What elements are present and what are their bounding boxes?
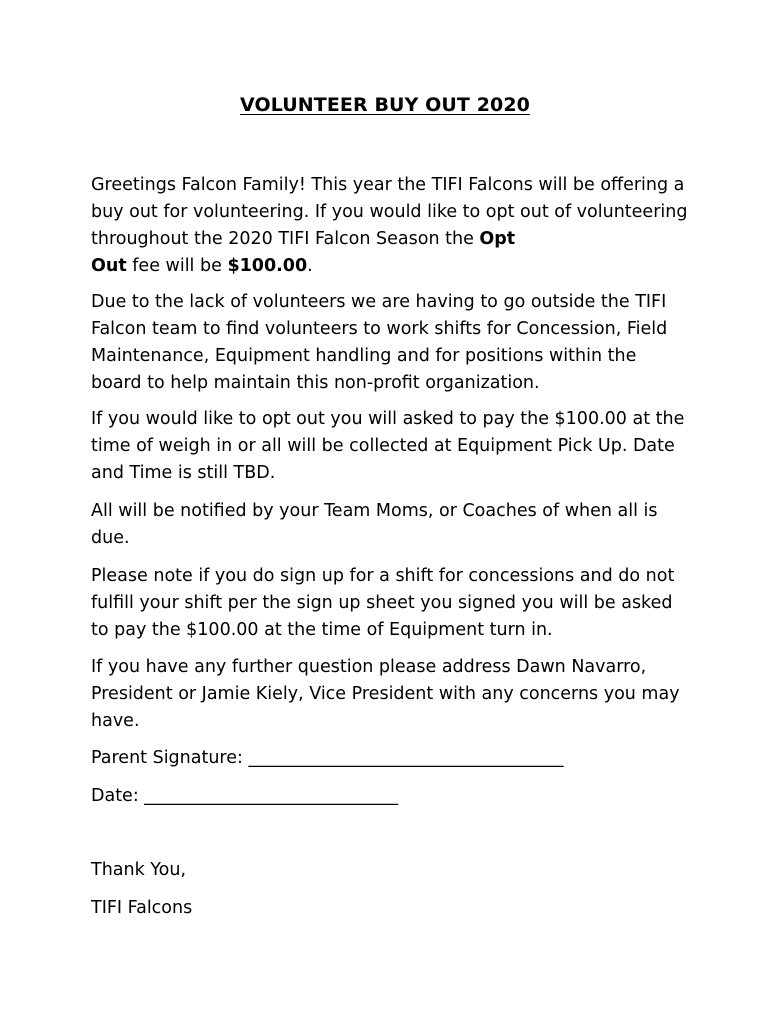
- fee-amount: $100.00: [227, 256, 308, 276]
- parent-signature-line: Parent Signature: ____________________________________: [91, 748, 564, 768]
- document-title: VOLUNTEER BUY OUT 2020: [240, 94, 530, 116]
- out-bold-text: Out: [91, 256, 127, 276]
- closing-text: Thank You,: [91, 860, 187, 880]
- intro-text-a: Greetings Falcon Family! This year the TIFI Falcons will be offering a buy out for volunteering. If you would like to opt out of volunteering throughout the 2020 TIFI Falcon Season the: [91, 175, 688, 249]
- notification-paragraph: All will be notified by your Team Moms, or Coaches of when all is due.: [91, 501, 658, 548]
- organization-name: TIFI Falcons: [91, 898, 193, 918]
- intro-paragraph: [91, 172, 691, 280]
- payment-paragraph: If you would like to opt out you will asked to pay the $100.00 at the time of weigh in or all will be collected at Equipment Pick Up. Date and Time is still TBD.: [91, 409, 685, 483]
- opt-bold-text: Opt: [479, 229, 516, 249]
- date-line: Date: _____________________________: [91, 786, 399, 806]
- contact-paragraph: If you have any further question please address Dawn Navarro, President or Jamie Kiely, Vice President with any concerns you may have.: [91, 657, 680, 731]
- intro-text-c: fee will be: [126, 256, 228, 276]
- intro-text-d: .: [307, 256, 313, 276]
- volunteer-shortage-paragraph: Due to the lack of volunteers we are having to go outside the TIFI Falcon team to find volunteers to work shifts for Concession, Field Maintenance, Equipment handling and for positions within the board to help maintain this non-profit organization.: [91, 292, 668, 393]
- shift-note-paragraph: Please note if you do sign up for a shift for concessions and do not fulfill your shift per the sign up sheet you signed you will be asked to pay the $100.00 at the time of Equipment turn in.: [91, 566, 675, 640]
